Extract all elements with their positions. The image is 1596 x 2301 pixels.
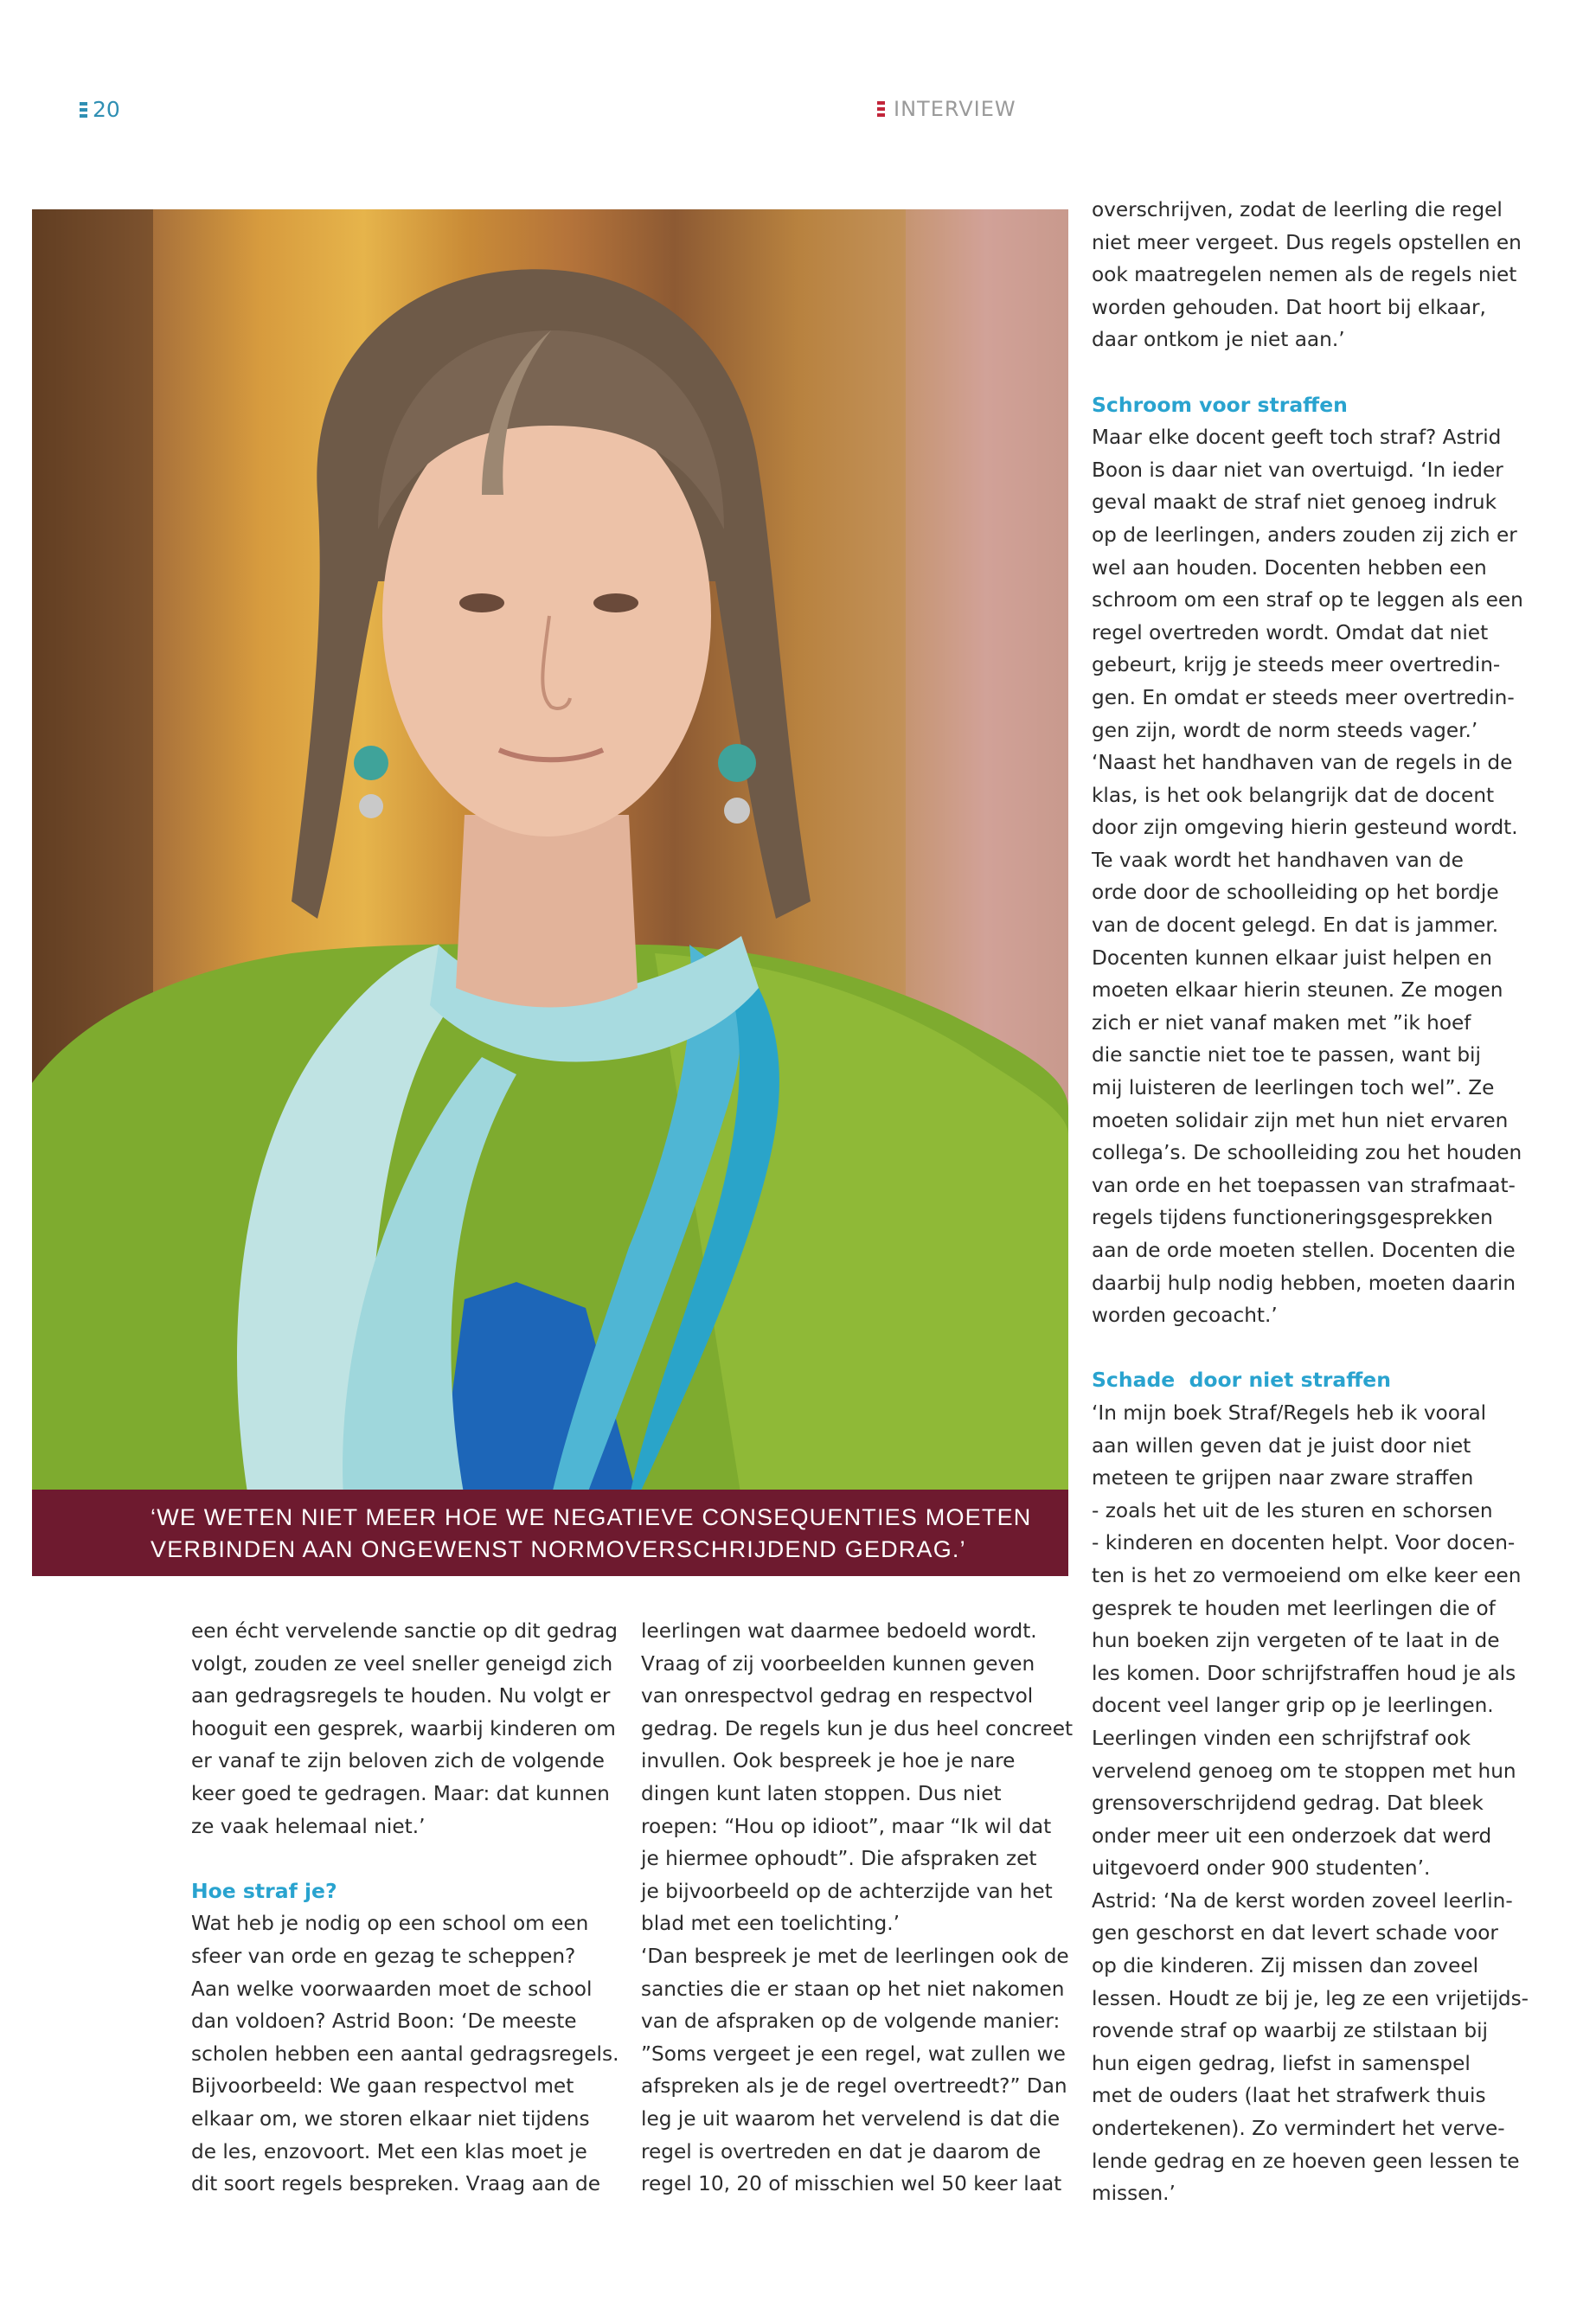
text-line: dingen kunt laten stoppen. Dus niet <box>641 1781 1002 1805</box>
text-line: gen. En omdat er steeds meer overtredin- <box>1092 685 1515 709</box>
text-line: aan willen geven dat je juist door niet <box>1092 1433 1471 1458</box>
text-line: ook maatregelen nemen als de regels niet <box>1092 263 1517 287</box>
text-line: worden gecoacht.’ <box>1092 1304 1278 1328</box>
text-line: mij luisteren de leerlingen toch wel”. Ze <box>1092 1076 1495 1100</box>
text-line: op de leerlingen, anders zouden zij zich er <box>1092 522 1517 547</box>
text-line: dit soort regels bespreken. Vraag aan de <box>191 2172 600 2196</box>
text-line: leg je uit waarom het vervelend is dat die <box>641 2106 1061 2131</box>
text-line: je bijvoorbeeld op de achterzijde van het <box>641 1879 1053 1903</box>
text-line: Docenten kunnen elkaar juist helpen en <box>1092 945 1492 970</box>
text-line: elkaar om, we storen elkaar niet tijdens <box>191 2106 590 2131</box>
text-line: ‘Naast het handhaven van de regels in de <box>1092 751 1513 775</box>
text-line: grensoverschrijdend gedrag. Dat bleek <box>1092 1791 1484 1816</box>
text-line: aan gedragsregels te houden. Nu volgt er <box>191 1684 611 1708</box>
section-heading: Schade door niet straffen <box>1092 1368 1391 1393</box>
paragraph-section-1 <box>1092 421 1576 1332</box>
text-line: invullen. Ook bespreek je hoe je nare <box>641 1749 1016 1773</box>
text-line: een écht vervelende sanctie op dit gedrag <box>191 1619 619 1643</box>
text-line: meteen te grijpen naar zware straffen <box>1092 1466 1474 1490</box>
paragraph-intro <box>191 1615 619 1843</box>
text-line: van orde en het toepassen van strafmaat- <box>1092 1173 1516 1197</box>
section-heading: Schroom voor straffen <box>1092 392 1348 417</box>
text-line: collega’s. De schoolleiding zou het houden <box>1092 1141 1522 1165</box>
text-line: onder meer uit een onderzoek dat werd <box>1092 1823 1492 1848</box>
text-line: ‘In mijn boek Straf/Regels heb ik vooral <box>1092 1400 1487 1425</box>
text-line: van de afspraken op de volgende manier: <box>641 2009 1061 2034</box>
text-line: Bijvoorbeeld: We gaan respectvol met <box>191 2074 574 2099</box>
section-label-text: INTERVIEW <box>894 97 1016 121</box>
page-number <box>80 97 120 122</box>
text-line: Te vaak wordt het handhaven van de <box>1092 848 1464 872</box>
text-line: hun eigen gedrag, liefst in samenspel <box>1092 2051 1471 2075</box>
text-line: de les, enzovoort. Met een klas moet je <box>191 2139 587 2163</box>
portrait-photo <box>32 209 1068 1498</box>
text-line: gen geschorst en dat levert schade voor <box>1092 1921 1498 1945</box>
text-line: je hiermee ophoudt”. Die afspraken zet <box>641 1847 1037 1871</box>
text-line: sfeer van orde en gezag te scheppen? <box>191 1944 576 1968</box>
text-line: les komen. Door schrijfstraffen houd je als <box>1092 1661 1516 1685</box>
text-line: Boon is daar niet van overtuigd. ‘In ieder <box>1092 458 1503 482</box>
text-line: volgt, zouden ze veel sneller geneigd zich <box>191 1651 613 1676</box>
text-line: zich er niet vanaf maken met ”ik hoef <box>1092 1010 1471 1035</box>
text-line: - zoals het uit de les sturen en schorsen <box>1092 1498 1493 1522</box>
bars-icon <box>877 101 885 117</box>
text-line: ondertekenen). Zo vermindert het verve- <box>1092 2117 1505 2141</box>
text-line: orde door de schoolleiding op het bordje <box>1092 881 1499 905</box>
text-line: Aan welke voorwaarden moet de school <box>191 1977 593 2001</box>
text-line: daarbij hulp nodig hebben, moeten daarin <box>1092 1271 1516 1295</box>
paragraph-intro <box>1092 194 1576 356</box>
text-line: regel overtreden wordt. Omdat dat niet <box>1092 620 1489 644</box>
text-line: hun boeken zijn vergeten of te laat in de <box>1092 1629 1500 1653</box>
text-line: gen zijn, wordt de norm steeds vager.’ <box>1092 718 1478 742</box>
text-line: regel 10, 20 of misschien wel 50 keer laat <box>641 2172 1062 2196</box>
text-line: er vanaf te zijn beloven zich de volgende <box>191 1749 605 1773</box>
text-line: leerlingen wat daarmee bedoeld wordt. <box>641 1619 1037 1643</box>
text-line: afspreken als je de regel overtreedt?” Dan <box>641 2074 1067 2099</box>
portrait-illustration <box>32 209 1068 1498</box>
bars-icon <box>80 102 87 118</box>
text-line: moeten solidair zijn met hun niet ervaren <box>1092 1108 1509 1132</box>
text-line: op die kinderen. Zij missen dan zoveel <box>1092 1954 1479 1978</box>
text-line: worden gehouden. Dat hoort bij elkaar, <box>1092 295 1486 319</box>
text-line: ‘Dan bespreek je met de leerlingen ook de <box>641 1944 1069 1968</box>
spacer <box>1092 356 1576 389</box>
text-line: docent veel langer grip op je leerlingen. <box>1092 1694 1494 1718</box>
text-line: dan voldoen? Astrid Boon: ‘De meeste <box>191 2009 577 2034</box>
text-line: met de ouders (laat het strafwerk thuis <box>1092 2084 1486 2108</box>
text-line: Astrid: ‘Na de kerst worden zoveel leerlin- <box>1092 1888 1513 1913</box>
page-number-text: 20 <box>93 97 120 122</box>
text-line: ten is het zo vermoeiend om elke keer een <box>1092 1563 1522 1587</box>
article-column-middle <box>641 1615 1074 2201</box>
text-line: door zijn omgeving hierin gesteund wordt. <box>1092 816 1518 840</box>
text-line: Wat heb je nodig op een school om een <box>191 1912 589 1936</box>
pull-quote-line-1: ‘WE WETEN NIET MEER HOE WE NEGATIEVE CONSEQUENTIES MOETEN <box>151 1504 1032 1530</box>
text-line: overschrijven, zodat de leerling die regel <box>1092 198 1503 221</box>
text-line: ze vaak helemaal niet.’ <box>191 1814 426 1838</box>
text-line: van onrespectvol gedrag en respectvol <box>641 1684 1034 1708</box>
text-line: Maar elke docent geeft toch straf? Astrid <box>1092 426 1502 450</box>
text-line: lende gedrag en ze hoeven geen lessen te <box>1092 2149 1520 2173</box>
paragraph <box>641 1615 1074 2201</box>
text-line: aan de orde moeten stellen. Docenten die <box>1092 1239 1516 1262</box>
article-column-right <box>1092 194 1576 2210</box>
text-line: die sanctie niet toe te passen, want bij <box>1092 1043 1481 1067</box>
text-line: geval maakt de straf niet genoeg indruk <box>1092 490 1497 515</box>
spacer <box>1092 1332 1576 1365</box>
text-line: roepen: “Hou op idioot”, maar “Ik wil dat <box>641 1814 1052 1838</box>
text-line: uitgevoerd onder 900 studenten’. <box>1092 1856 1431 1881</box>
text-line: missen.’ <box>1092 2182 1176 2206</box>
text-line: - kinderen en docenten helpt. Voor docen- <box>1092 1531 1516 1555</box>
text-line: sancties die er staan op het niet nakomen <box>641 1977 1065 2001</box>
text-line: blad met een toelichting.’ <box>641 1912 900 1936</box>
text-line: gedrag. De regels kun je dus heel concreet <box>641 1716 1074 1740</box>
text-line: scholen hebben een aantal gedragsregels. <box>191 2041 619 2066</box>
spacer <box>191 1843 598 1875</box>
text-line: moeten elkaar hierin steunen. Ze mogen <box>1092 978 1503 1003</box>
text-line: wel aan houden. Docenten hebben een <box>1092 555 1487 580</box>
text-line: klas, is het ook belangrijk dat de docent <box>1092 783 1495 807</box>
pull-quote-banner <box>32 1490 1068 1576</box>
section-label <box>877 97 1016 121</box>
text-line: Vraag of zij voorbeelden kunnen geven <box>641 1651 1035 1676</box>
paragraph-section <box>191 1907 619 2200</box>
text-line: lessen. Houdt ze bij je, leg ze een vrijetijds- <box>1092 1986 1529 2010</box>
text-line: hooguit een gesprek, waarbij kinderen om <box>191 1716 616 1740</box>
pull-quote-line-2: VERBINDEN AAN ONGEWENST NORMOVERSCHRIJDEND GEDRAG.’ <box>151 1536 966 1562</box>
text-line: daar ontkom je niet aan.’ <box>1092 328 1345 352</box>
section-heading: Hoe straf je? <box>191 1878 337 1903</box>
text-line: niet meer vergeet. Dus regels opstellen en <box>1092 230 1522 254</box>
article-column-left <box>191 1615 619 2201</box>
text-line: keer goed te gedragen. Maar: dat kunnen <box>191 1781 610 1805</box>
text-line: regels tijdens functioneringsgesprekken <box>1092 1206 1493 1230</box>
text-line: regel is overtreden en dat je daarom de <box>641 2139 1042 2163</box>
text-line: vervelend genoeg om te stoppen met hun <box>1092 1759 1516 1783</box>
text-line: Leerlingen vinden een schrijfstraf ook <box>1092 1726 1471 1750</box>
text-line: schroom om een straf op te leggen als een <box>1092 588 1523 612</box>
text-line: gebeurt, krijg je steeds meer overtredin- <box>1092 653 1501 677</box>
paragraph-section-2 <box>1092 1397 1576 2210</box>
text-line: ”Soms vergeet je een regel, wat zullen we <box>641 2041 1066 2066</box>
text-line: gesprek te houden met leerlingen die of <box>1092 1596 1496 1620</box>
text-line: rovende straf op waarbij ze stilstaan bij <box>1092 2019 1488 2043</box>
text-line: van de docent gelegd. En dat is jammer. <box>1092 913 1499 938</box>
